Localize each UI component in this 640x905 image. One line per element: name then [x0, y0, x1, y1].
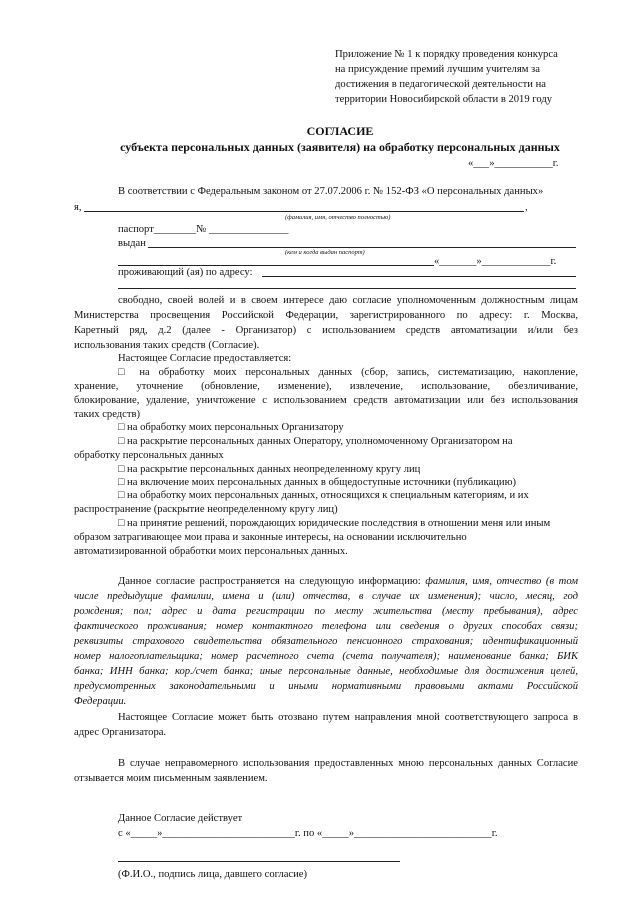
info-text: фамилия, имя, отчество (в том [425, 576, 578, 587]
date-field: «___»___________г. [468, 158, 559, 169]
info-line: фактического проживания; номер контактного телефона или сведения о других способах связи; [74, 621, 578, 632]
consent-line: Министерства просвещения Российской Федерации, зарегистрированного по адресу: г. Москва, [74, 310, 578, 321]
info-line: Федерации. [74, 696, 127, 707]
item-line: □ на включение моих персональных данных в общедоступные источники (публикацию) [118, 477, 517, 488]
intro-text: В соответствии с Федеральным законом от 27.07.2006 г. № 152-ФЗ «О персональных данных» [118, 186, 544, 197]
ya-suffix: , [525, 202, 528, 213]
signature-caption: (Ф.И.О., подпись лица, давшего согласие) [118, 869, 308, 880]
address-label: проживающий (ая) по адресу: [118, 267, 253, 278]
consent-line: свободно, своей волей и в своем интересе даю согласие уполномоченным должностным лицам [118, 295, 578, 306]
provided-label: Настоящее Согласие предоставляется: [118, 353, 292, 364]
info-lead: Данное согласие распространяется на следующую информацию: [118, 576, 426, 587]
valid-label: Данное Согласие действует [118, 813, 243, 824]
appendix-line: на присуждение премий лучшим учителям за [335, 64, 540, 75]
item-line: распространение (раскрытие неопределенному кругу лиц) [74, 504, 338, 515]
info-line: реквизиты страхового свидетельства обязательного пенсионного страхования; идентификационный [74, 636, 578, 647]
issued-label: выдан [118, 238, 146, 249]
item-line: □ на обработку моих персональных данных, относящихся к специальным категориям, и их [118, 490, 529, 501]
item-line: □ на обработку моих персональных данных (сбор, запись, систематизацию, накопление, [118, 367, 578, 378]
valid-period: с «_____»_________________________г. по «_____»__________________________г. [118, 828, 498, 839]
item-line: образом затрагивающее мои права и законные интересы, на основании исключительно [74, 532, 467, 543]
issued-date-field: «_______»_____________г. [434, 256, 557, 267]
info-line: номер налогоплательщика; номер расчетного счета (счета получателя); наименование банка; БИК [74, 651, 578, 662]
info-line: банка; ИНН банка; кор./счет банка; иные персональные данные, необходимые для достижения целей, [74, 666, 578, 677]
document-subtitle: субъекта персональных данных (заявителя) на обработку персональных данных [120, 140, 560, 154]
unlawful-line: В случае неправомерного использования предоставленных мною персональных данных Согласие [118, 758, 578, 769]
item-line: обработку персональных данных [74, 450, 224, 461]
info-line: предусмотренных законодательными и иными нормативными правовыми актами Российской [74, 681, 578, 692]
appendix-line: достижения в педагогической деятельности на [335, 79, 546, 90]
item-line: таких средств) [74, 409, 141, 420]
info-line: числе предыдущие фамилии, имена и (или) отчества, в случае их изменения); число, месяц, год [74, 591, 578, 602]
consent-line: использования таких средств (Согласие). [74, 340, 260, 351]
issued-hint: (кем и когда выдан паспорт) [285, 249, 365, 256]
fio-underline [84, 211, 524, 212]
ya-prefix: я, [74, 202, 82, 213]
item-line: блокирование, удаление, уничтожение с использованием средств автоматизации или без использования [74, 395, 578, 406]
revoke-line: адрес Организатора. [74, 727, 167, 738]
item-line: □ на обработку моих персональных Организатору [118, 422, 344, 433]
consent-line: Каретный ряд, д.2 (далее - Организатор) с использованием средств автоматизации и/или без [74, 325, 578, 336]
fio-hint: (фамилия, имя, отчество полностью) [285, 214, 391, 221]
document-title: СОГЛАСИЕ [306, 124, 374, 138]
item-line: автоматизированной обработки моих персональных данных. [74, 546, 348, 557]
signature-line [118, 861, 400, 862]
address-underline-2 [118, 288, 576, 289]
item-line: □ на раскрытие персональных данных Оператору, уполномоченному Организатором на [118, 436, 513, 447]
item-line: □ на раскрытие персональных данных неопределенному кругу лиц [118, 464, 421, 475]
issued-underline [148, 247, 576, 248]
info-line [118, 575, 578, 588]
appendix-line: Приложение № 1 к порядку проведения конкурса [335, 49, 558, 60]
item-line: □ на принятие решений, порождающих юридические последствия в отношении меня или иным [118, 518, 551, 529]
unlawful-line: отзывается моим письменным заявлением. [74, 773, 268, 784]
appendix-line: территории Новосибирской области в 2019 году [335, 94, 553, 105]
address-underline [262, 276, 576, 277]
item-line: хранение, уточнение (обновление, изменение), извлечение, использование, обезличивание, [74, 381, 578, 392]
info-line: рождения; пол; адрес и дата регистрации по месту жительства (месту пребывания), адрес [74, 606, 578, 617]
revoke-line: Настоящее Согласие может быть отозвано путем направления мной соответствующего запроса в [118, 712, 578, 723]
passport-field: паспорт________№ _______________ [118, 224, 289, 235]
